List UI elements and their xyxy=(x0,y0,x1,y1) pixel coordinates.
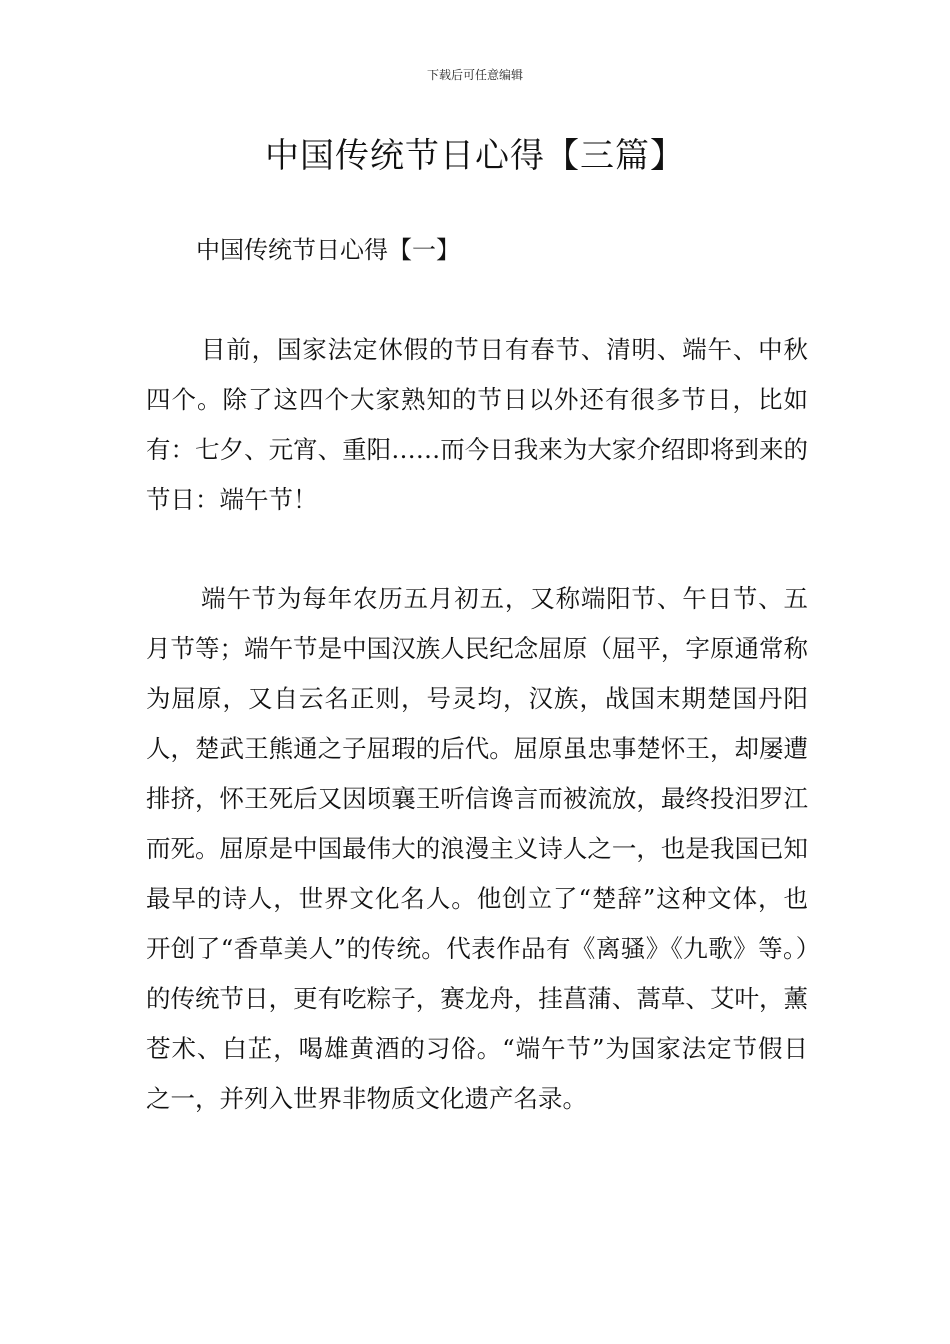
paragraph-2: 端午节为每年农历五月初五，又称端阳节、午日节、五月节等；端午节是中国汉族人民纪念屈原（屈平，字原通常称为屈原，又自云名正则，号灵均，汉族，战国末期楚国丹阳人，楚武王熊通之子屈瑕的后代。屈原虽忠事楚怀王，却屡遭排挤，怀王死后又因顷襄王听信谗言而被流放，最终投汨罗江而死。屈原是中国最伟大的浪漫主义诗人之一，也是我国已知最早的诗人，世界文化名人。他创立了“楚辞”这种文体，也开创了“香草美人”的传统。代表作品有《离骚》《九歌》等。）的传统节日，更有吃粽子，赛龙舟，挂菖蒲、蒿草、艾叶，薰苍术、白芷，喝雄黄酒的习俗。“端午节”为国家法定节假日之一，并列入世界非物质文化遗产名录。 xyxy=(146,584,808,1113)
paragraph-1: 目前，国家法定休假的节日有春节、清明、端午、中秋四个。除了这四个大家熟知的节日以外还有很多节日，比如有：七夕、元宵、重阳……而今日我来为大家介绍即将到来的节日：端午节！ xyxy=(146,335,808,514)
document-title: 中国传统节日心得【三篇】 xyxy=(265,136,685,176)
section-heading: 中国传统节日心得【一】 xyxy=(196,236,460,264)
header-note: 下载后可任意编辑 xyxy=(426,68,523,82)
